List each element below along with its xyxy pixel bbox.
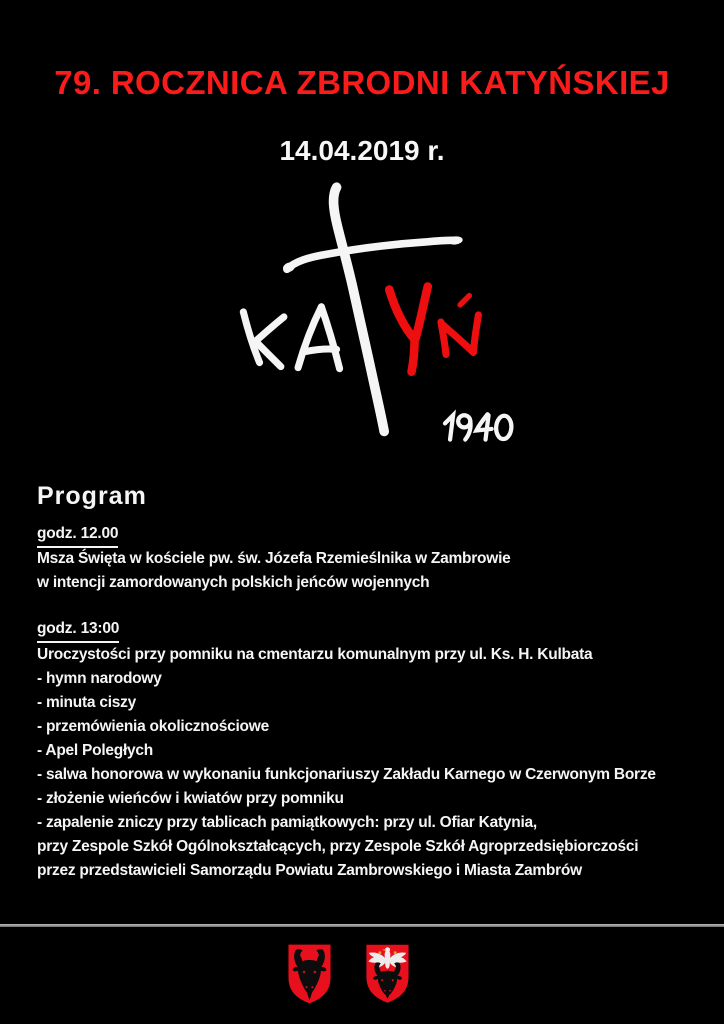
- program-time-2: godz. 13:00: [37, 619, 119, 643]
- footer-divider: [0, 924, 724, 927]
- zambrow-county-coat-of-arms-icon: [365, 943, 410, 1005]
- program-line: Msza Święta w kościele pw. św. Józefa Rzemieślnika w Zambrowie: [37, 550, 511, 567]
- event-date: 14.04.2019 r.: [279, 135, 445, 166]
- program-line: - Apel Poległych: [37, 742, 154, 759]
- program-line: przy Zespole Szkół Ogólnokształcących, przy Zespole Szkół Agroprzedsiębiorczości: [37, 838, 639, 855]
- program-line: Uroczystości przy pomniku na cmentarzu komunalnym przy ul. Ks. H. Kulbata: [37, 646, 593, 663]
- page-title: 79. ROCZNICA ZBRODNI KATYŃSKIEJ: [54, 64, 670, 101]
- program-time-1: godz. 12.00: [37, 524, 118, 548]
- program-line: w intencji zamordowanych polskich jeńców wojennych: [37, 574, 430, 591]
- program-line: - złożenie wieńców i kwiatów przy pomniku: [37, 790, 344, 807]
- program-section-2: [37, 643, 656, 883]
- program-heading: Program: [37, 482, 147, 510]
- zambrow-city-coat-of-arms-icon: [287, 943, 332, 1005]
- katyn-cross-icon: [218, 168, 522, 472]
- program-line: - zapalenie zniczy przy tablicach pamiątkowych: przy ul. Ofiar Katynia,: [37, 814, 537, 831]
- program-section-1: [37, 547, 511, 595]
- katyn-1940-logo: [218, 168, 522, 472]
- program-line: - minuta ciszy: [37, 694, 136, 711]
- program-line: - przemówienia okolicznościowe: [37, 718, 269, 735]
- program-line: - salwa honorowa w wykonaniu funkcjonariuszy Zakładu Karnego w Czerwonym Borze: [37, 766, 656, 783]
- program-line: - hymn narodowy: [37, 670, 162, 687]
- program-line: przez przedstawicieli Samorządu Powiatu Zambrowskiego i Miasta Zambrów: [37, 862, 582, 879]
